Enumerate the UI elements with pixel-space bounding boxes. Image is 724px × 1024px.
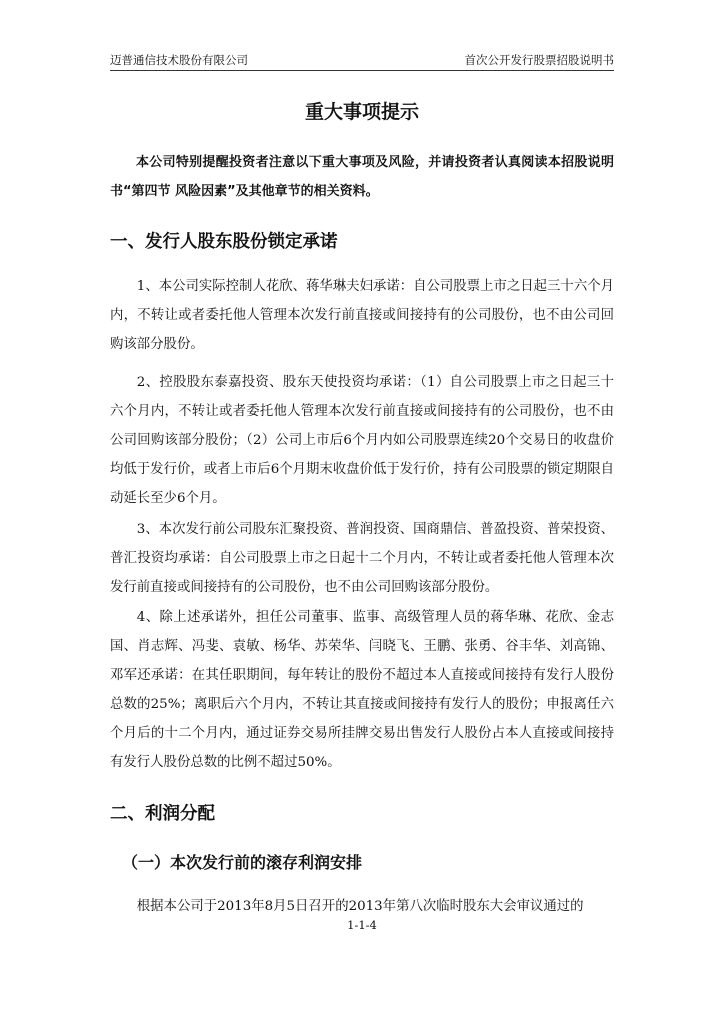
section-2-subheading: （一）本次发行前的滚存利润安排 xyxy=(122,853,363,872)
section-2-paragraph: 根据本公司于2013年8月5日召开的2013年第八次临时股东大会审议通过的 xyxy=(136,899,584,914)
header-company-name: 迈普通信技术股份有限公司 xyxy=(110,53,248,67)
section-1-paragraph-3: 3、本次发行前公司股东汇聚投资、普润投资、国商鼎信、普盈投资、普荣投资、普汇投资均承诺：自公司股票上市之日起十二个月内，不转让或者委托他人管理本次发行前直接或间接持有的公司股份，也不由公司回购该部分股份。 xyxy=(110,522,614,595)
section-2-heading: 二、利润分配 xyxy=(110,804,215,824)
intro-paragraph: 本公司特别提醒投资者注意以下重大事项及风险，并请投资者认真阅读本招股说明书“第四节 风险因素”及其他章节的相关资料。 xyxy=(110,155,614,199)
section-1-heading: 一、发行人股东股份锁定承诺 xyxy=(110,232,338,252)
section-1-paragraph-1: 1、本公司实际控制人花欣、蒋华琳夫妇承诺：自公司股票上市之日起三十六个月内，不转让或者委托他人管理本次发行前直接或间接持有的公司股份，也不由公司回购该部分股份。 xyxy=(110,279,614,352)
page-header xyxy=(110,52,614,71)
header-document-name: 首次公开发行股票招股说明书 xyxy=(464,53,614,67)
page-title: 重大事项提示 xyxy=(304,101,419,123)
section-1-paragraph-4: 4、除上述承诺外，担任公司董事、监事、高级管理人员的蒋华琳、花欣、金志国、肖志辉、冯斐、袁敏、杨华、苏荣华、闫晓飞、王鹏、张勇、谷丰华、刘高锦、邓军还承诺：在其任职期间，每年转让的股份不超过本人直接或间接持有发行人股份总数的25%；离职后六个月内，不转让其直接或间接持有发行人的股份；申报离任六个月后的十二个月内，通过证券交易所挂牌交易出售发行人股份占本人直接或间接持有发行人股份总数的比例不超过50%。 xyxy=(110,610,614,770)
page-number: 1-1-4 xyxy=(347,918,377,932)
section-1-paragraph-2: 2、控股股东泰嘉投资、股东天使投资均承诺：（1）自公司股票上市之日起三十六个月内，不转让或者委托他人管理本次发行前直接或间接持有的公司股份，也不由公司回购该部分股份；（2）公司上市后6个月内如公司股票连续20个交易日的收盘价均低于发行价，或者上市后6个月期末收盘价低于发行价，持有公司股票的锁定期限自动延长至少6个月。 xyxy=(110,375,614,506)
